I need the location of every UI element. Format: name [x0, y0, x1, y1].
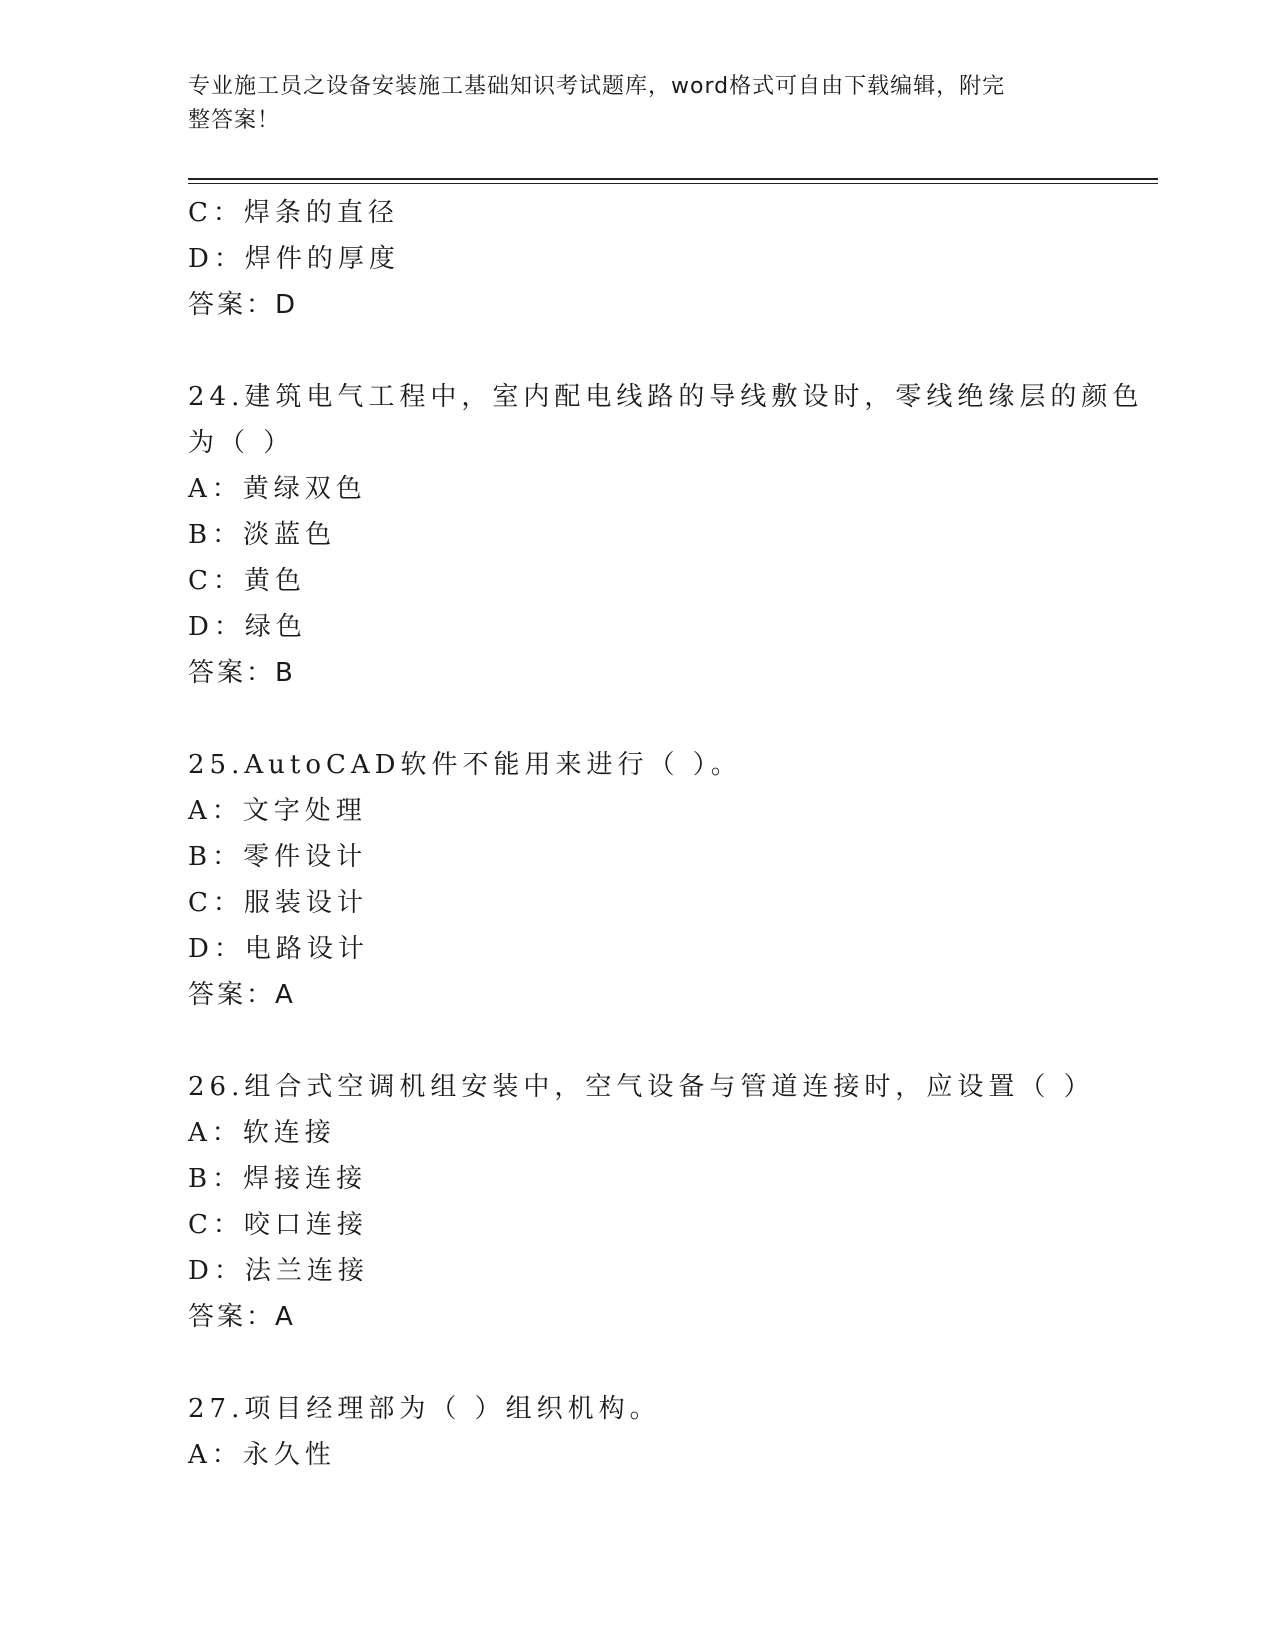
- option-d: D：电路设计: [188, 934, 369, 964]
- answer-line: 答案：D: [188, 290, 299, 320]
- question-stem: 25.AutoCAD软件不能用来进行（ ）。: [188, 750, 742, 780]
- header-title-line-1: 专业施工员之设备安装施工基础知识考试题库，word格式可自由下载编辑，附完: [188, 74, 1006, 99]
- option-a: A：软连接: [188, 1118, 336, 1148]
- option-b: B：焊接连接: [188, 1164, 368, 1194]
- question-list: [188, 190, 1158, 1478]
- question-23-continued: [188, 190, 1158, 328]
- question-25: [188, 742, 1158, 1018]
- option-c: C：焊条的直径: [188, 198, 399, 228]
- question-stem-continued: 为（ ）: [188, 428, 295, 458]
- question-stem: 26.组合式空调机组安装中，空气设备与管道连接时，应设置（ ）: [188, 1072, 1095, 1102]
- option-a: A：黄绿双色: [188, 474, 367, 504]
- option-b: B：淡蓝色: [188, 520, 337, 550]
- option-c: C：服装设计: [188, 888, 368, 918]
- option-d: D：绿色: [188, 612, 307, 642]
- answer-line: 答案：B: [188, 658, 296, 688]
- answer-line: 答案：A: [188, 980, 296, 1010]
- spacer: [188, 1340, 1158, 1386]
- question-27: [188, 1386, 1158, 1478]
- document-header: [188, 70, 1068, 138]
- option-c: C：咬口连接: [188, 1210, 368, 1240]
- option-a: A：文字处理: [188, 796, 367, 826]
- header-divider-thin: [188, 183, 1158, 184]
- option-c: C：黄色: [188, 566, 306, 596]
- option-b: B：零件设计: [188, 842, 368, 872]
- option-d: D：焊件的厚度: [188, 244, 400, 274]
- question-stem: 24.建筑电气工程中，室内配电线路的导线敷设时，零线绝缘层的颜色: [188, 382, 1144, 412]
- option-a: A：永久性: [188, 1440, 336, 1470]
- header-title-line-2: 整答案！: [188, 108, 281, 133]
- answer-line: 答案：A: [188, 1302, 296, 1332]
- question-stem: 27.项目经理部为（ ）组织机构。: [188, 1394, 661, 1424]
- spacer: [188, 1018, 1158, 1064]
- spacer: [188, 328, 1158, 374]
- header-divider-thick: [188, 178, 1158, 180]
- spacer: [188, 696, 1158, 742]
- option-d: D：法兰连接: [188, 1256, 369, 1286]
- question-24: [188, 374, 1158, 696]
- question-26: [188, 1064, 1158, 1340]
